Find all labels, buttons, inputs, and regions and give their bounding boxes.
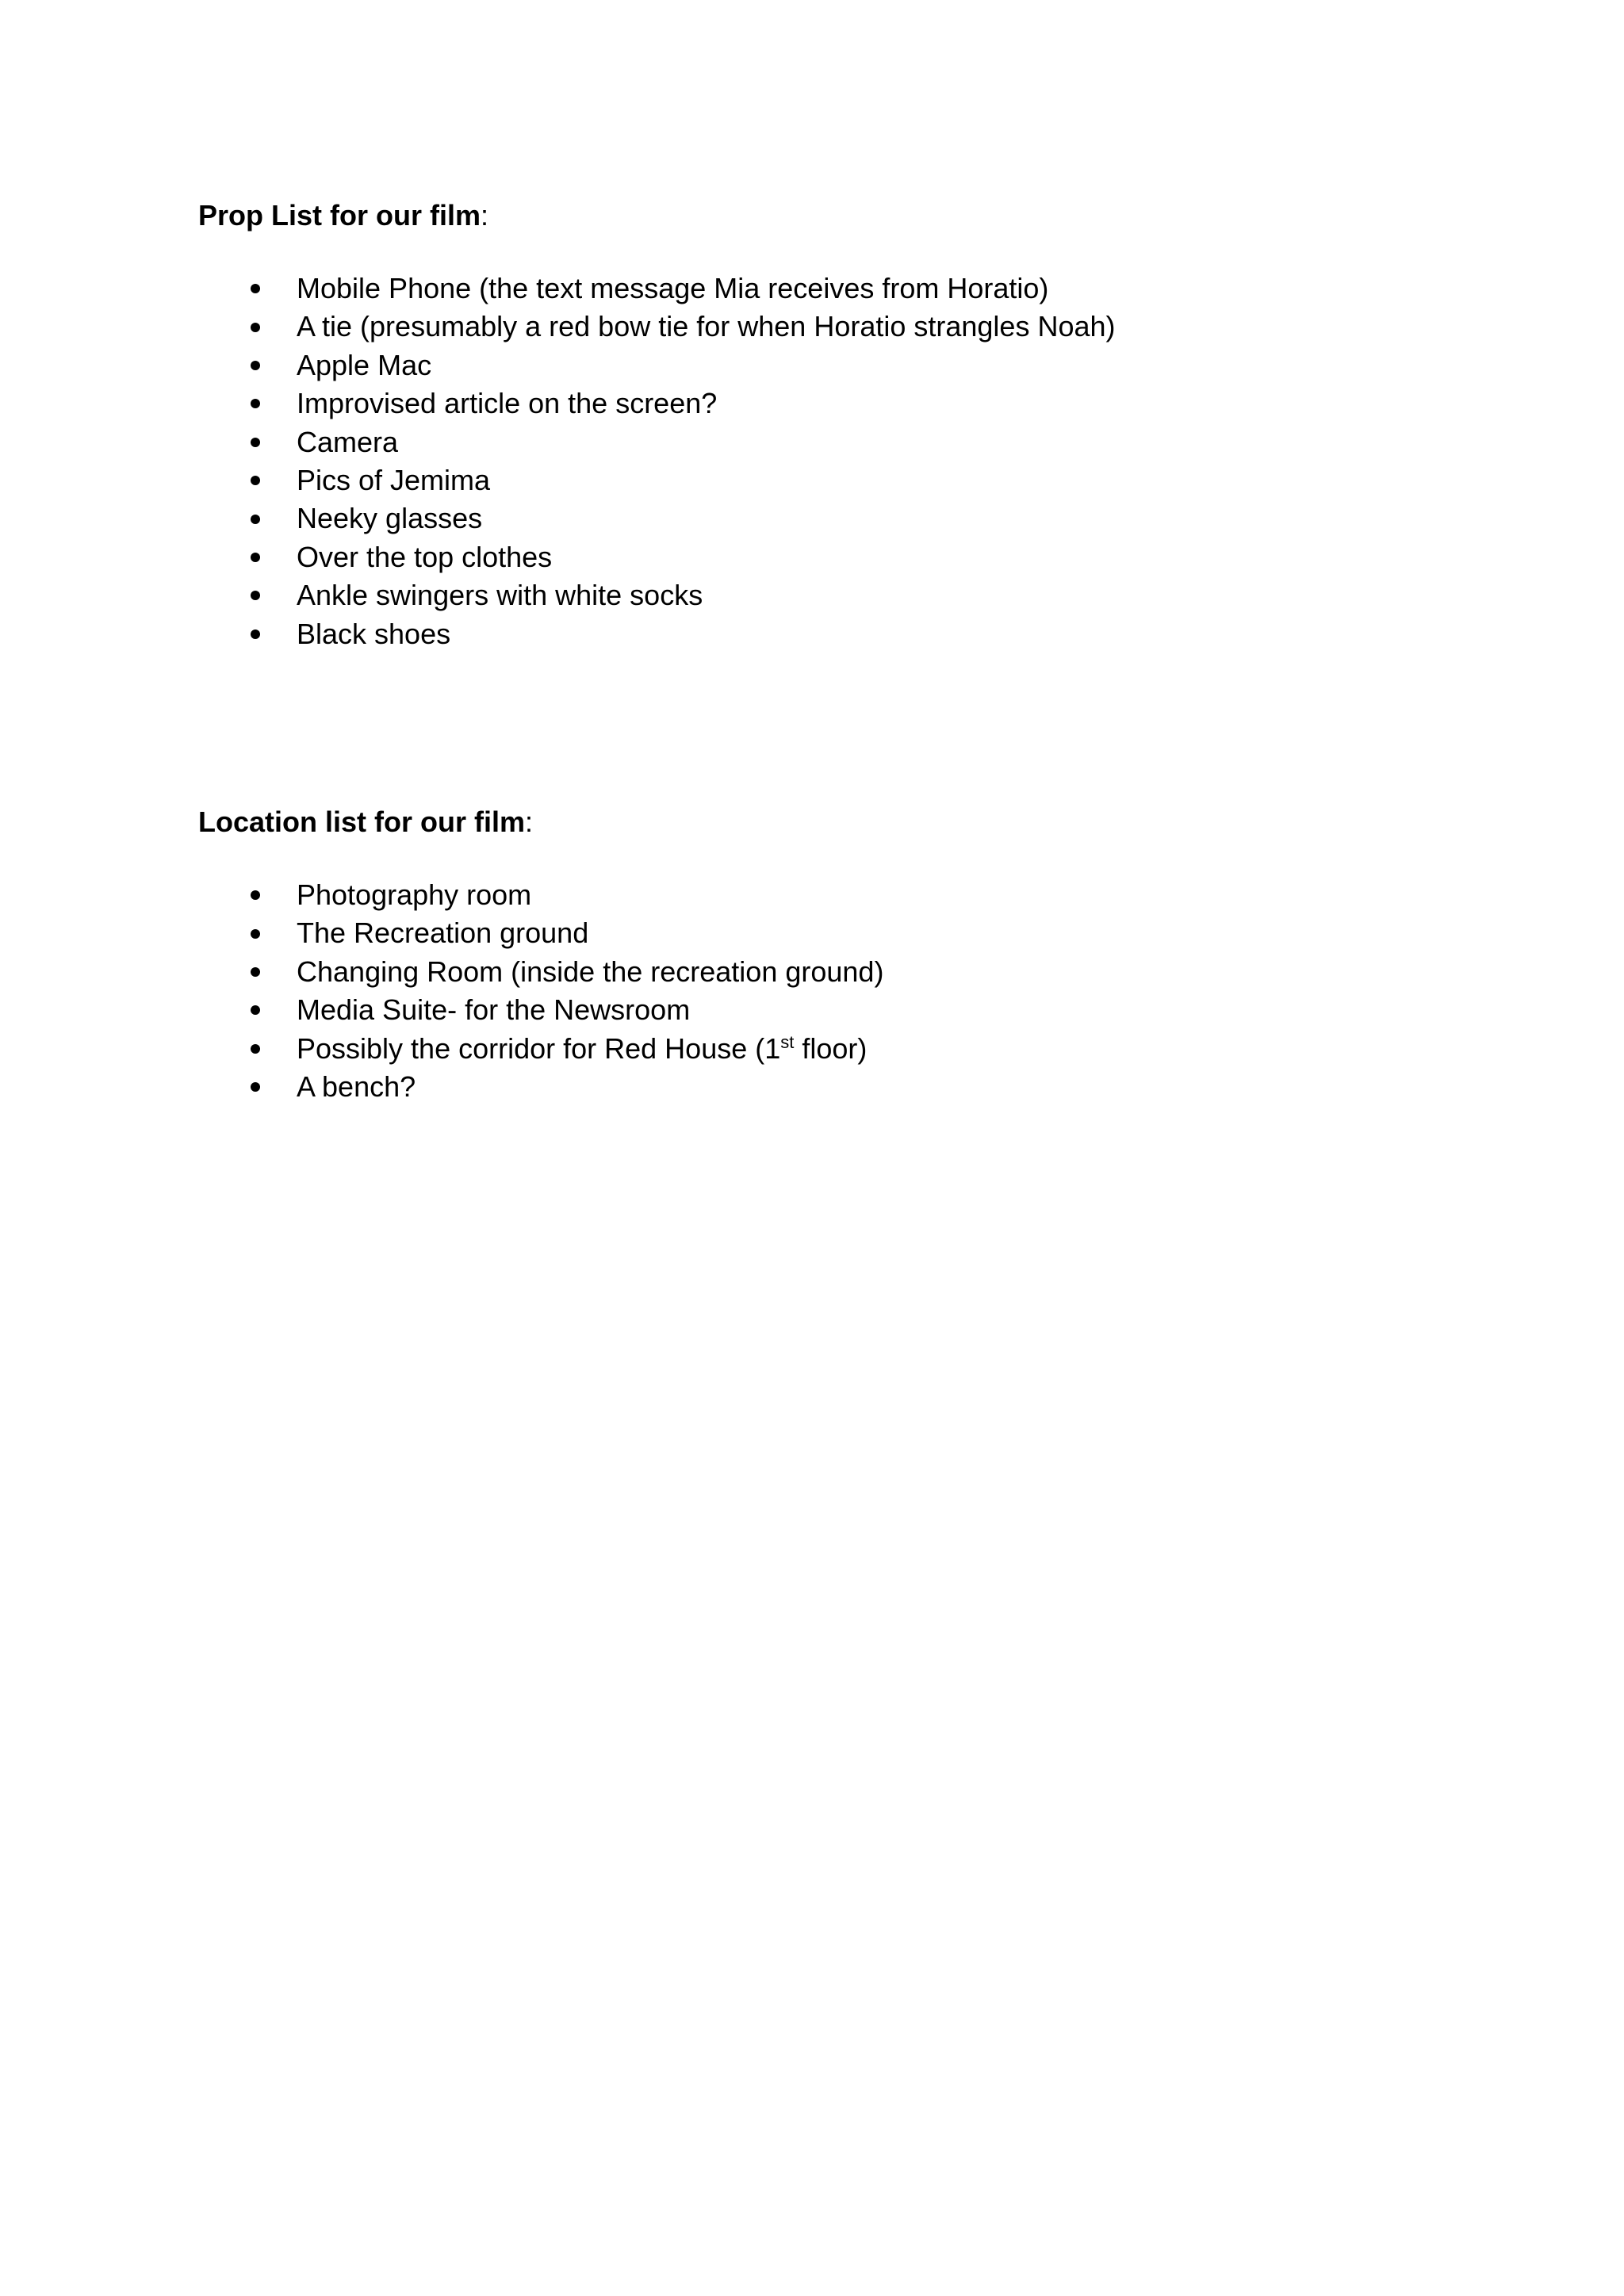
prop-item-label: Camera [297, 425, 399, 458]
list-item [198, 346, 1467, 385]
location-list-section [198, 800, 1467, 1106]
prop-item-label: Ankle swingers with white socks [297, 579, 703, 612]
prop-item-label: Neeky glasses [297, 502, 483, 535]
bullet-icon [251, 361, 260, 370]
bullet-icon [251, 929, 260, 939]
bullet-icon [251, 438, 260, 447]
list-item [198, 576, 1467, 614]
list-item [198, 499, 1467, 538]
bullet-icon [251, 476, 260, 485]
location-list-heading [198, 800, 1467, 844]
bullet-icon [251, 967, 260, 977]
bullet-icon [251, 284, 260, 293]
prop-item-label: Over the top clothes [297, 540, 553, 573]
list-item [198, 615, 1467, 653]
bullet-icon [251, 1044, 260, 1054]
location-item-label: Changing Room (inside the recreation ground) [297, 955, 884, 988]
list-item [198, 914, 1467, 952]
ordinal-superscript: st [780, 1031, 795, 1052]
list-item [198, 876, 1467, 914]
prop-item-label: Apple Mac [297, 348, 432, 381]
location-item-label: A bench? [297, 1070, 416, 1103]
location-item-label: Media Suite- for the Newsroom [297, 993, 691, 1027]
bullet-icon [251, 553, 260, 562]
list-item [198, 385, 1467, 423]
list-item [198, 308, 1467, 346]
prop-list-heading [198, 193, 1467, 238]
prop-item-label: Improvised article on the screen? [297, 387, 718, 420]
bullet-icon [251, 629, 260, 639]
prop-item-label: Mobile Phone (the text message Mia receives from Horatio) [297, 272, 1049, 304]
bullet-icon [251, 1005, 260, 1015]
bullet-icon [251, 323, 260, 332]
list-item [198, 461, 1467, 499]
bullet-icon [251, 591, 260, 600]
location-list [198, 876, 1467, 1106]
bullet-icon [251, 1082, 260, 1092]
corridor-item-label [297, 1032, 867, 1065]
list-item [198, 538, 1467, 576]
list-item [198, 953, 1467, 991]
corridor-item-text: Possibly the corridor for Red House (1 [297, 1031, 781, 1065]
prop-list [198, 270, 1467, 653]
prop-item-label: Black shoes [297, 617, 451, 650]
bullet-icon [251, 399, 260, 408]
bullet-icon [251, 890, 260, 900]
list-item [198, 1068, 1467, 1106]
list-item [198, 423, 1467, 461]
location-item-label: Photography room [297, 878, 532, 911]
prop-list-heading-text: Prop List for our film [198, 199, 481, 232]
prop-item-label: Pics of Jemima [297, 463, 491, 496]
list-item [198, 270, 1467, 308]
bullet-icon [251, 515, 260, 524]
location-item-label: The Recreation ground [297, 916, 589, 950]
prop-item-label: A tie (presumably a red bow tie for when Horatio strangles Noah) [297, 310, 1116, 343]
corridor-item-text-end: floor) [794, 1031, 868, 1065]
list-item [198, 1030, 1467, 1068]
location-list-heading-colon: : [525, 806, 534, 838]
location-list-heading-text: Location list for our film [198, 806, 525, 838]
prop-list-heading-colon: : [481, 199, 489, 232]
prop-list-section [198, 193, 1467, 653]
list-item [198, 991, 1467, 1029]
